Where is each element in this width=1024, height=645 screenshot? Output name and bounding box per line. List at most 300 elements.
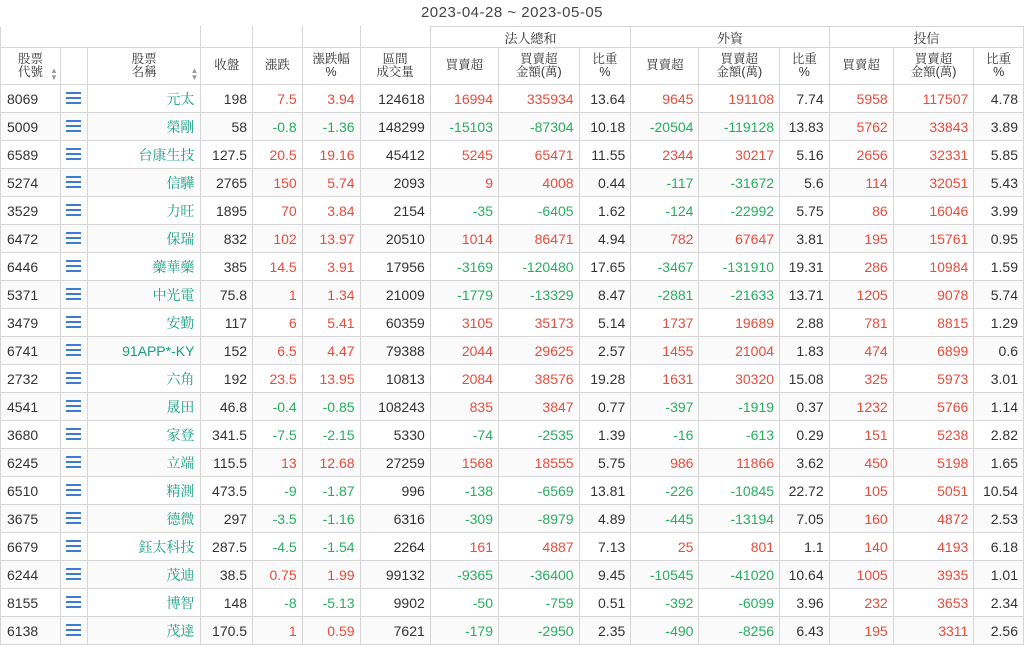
cell-inst-net: 2084 [430,365,498,393]
col-stock-name[interactable] [87,48,201,85]
cell-trust-amount: 8815 [893,309,974,337]
stock-list-icon-cell[interactable] [60,281,87,309]
cell-inst-pct: 5.75 [579,449,631,477]
table-row[interactable] [1,421,1024,449]
cell-foreign-amount: 801 [699,533,780,561]
cell-trust-net: 140 [829,533,893,561]
cell-trust-net: 450 [829,449,893,477]
cell-foreign-pct: 13.71 [780,281,830,309]
cell-inst-amount: -13329 [498,281,579,309]
cell-trust-pct: 10.54 [974,477,1024,505]
cell-foreign-net: -392 [631,589,699,617]
cell-trust-net: 325 [829,365,893,393]
list-icon[interactable] [66,344,81,356]
cell-foreign-net: -16 [631,421,699,449]
cell-volume: 79388 [360,337,430,365]
cell-inst-pct: 17.65 [579,253,631,281]
cell-foreign-net: -2881 [631,281,699,309]
cell-volume: 99132 [360,561,430,589]
cell-change: -3.5 [253,505,303,533]
stock-list-icon-cell[interactable] [60,197,87,225]
cell-change: 150 [253,169,303,197]
table-body [1,85,1024,645]
table-row[interactable] [1,85,1024,113]
cell-trust-net: 195 [829,617,893,645]
sort-arrows-icon[interactable]: ▲ ▼ [50,66,58,82]
stock-list-icon-cell[interactable] [60,85,87,113]
cell-inst-amount: -6569 [498,477,579,505]
cell-foreign-net: -117 [631,169,699,197]
cell-trust-net: 2656 [829,141,893,169]
cell-trust-pct: 1.29 [974,309,1024,337]
institutional-net-buy-table [0,26,1024,645]
cell-close: 148 [201,589,253,617]
cell-trust-pct: 5.74 [974,281,1024,309]
stock-list-icon-cell[interactable] [60,225,87,253]
cell-change-pct: -0.85 [302,393,360,421]
table-row[interactable] [1,281,1024,309]
cell-trust-amount: 5198 [893,449,974,477]
table-row[interactable] [1,449,1024,477]
cell-inst-amount: -2535 [498,421,579,449]
stock-list-icon-cell[interactable] [60,113,87,141]
cell-stock-code: 6446 [1,253,61,281]
cell-change-pct: 13.95 [302,365,360,393]
cell-foreign-pct: 10.64 [780,561,830,589]
cell-close: 38.5 [201,561,253,589]
cell-change-pct: -5.13 [302,589,360,617]
cell-foreign-amount: 19689 [699,309,780,337]
cell-volume: 996 [360,477,430,505]
cell-trust-amount: 33843 [893,113,974,141]
cell-inst-pct: 2.35 [579,617,631,645]
cell-foreign-pct: 7.05 [780,505,830,533]
cell-close: 58 [201,113,253,141]
cell-trust-pct: 1.59 [974,253,1024,281]
cell-foreign-amount: -119128 [699,113,780,141]
list-icon[interactable] [66,316,81,328]
cell-close: 115.5 [201,449,253,477]
cell-foreign-pct: 7.74 [780,85,830,113]
cell-inst-net: 1568 [430,449,498,477]
cell-inst-amount: 18555 [498,449,579,477]
cell-stock-code: 6679 [1,533,61,561]
cell-change: 0.75 [253,561,303,589]
cell-inst-pct: 8.47 [579,281,631,309]
cell-change-pct: 13.97 [302,225,360,253]
list-icon[interactable] [66,596,81,608]
cell-inst-amount: -87304 [498,113,579,141]
stock-list-icon-cell[interactable] [60,533,87,561]
cell-inst-amount: 29625 [498,337,579,365]
table-row[interactable] [1,337,1024,365]
cell-foreign-net: 1455 [631,337,699,365]
cell-foreign-amount: 11866 [699,449,780,477]
cell-trust-net: 781 [829,309,893,337]
group-blank-changepct [302,27,360,48]
cell-volume: 17956 [360,253,430,281]
cell-inst-net: -9365 [430,561,498,589]
cell-trust-amount: 6899 [893,337,974,365]
cell-trust-pct: 0.95 [974,225,1024,253]
cell-inst-net: 9 [430,169,498,197]
col-volume[interactable] [360,48,430,85]
cell-inst-amount: -6405 [498,197,579,225]
cell-inst-pct: 4.89 [579,505,631,533]
col-stock-code[interactable] [1,48,61,85]
stock-list-icon-cell[interactable] [60,365,87,393]
cell-trust-amount: 3653 [893,589,974,617]
cell-foreign-pct: 6.43 [780,617,830,645]
cell-trust-amount: 3935 [893,561,974,589]
cell-trust-net: 114 [829,169,893,197]
col-trust-amount[interactable] [893,48,974,85]
cell-inst-pct: 13.81 [579,477,631,505]
cell-change: 13 [253,449,303,477]
cell-inst-pct: 0.77 [579,393,631,421]
cell-inst-net: 2044 [430,337,498,365]
cell-close: 832 [201,225,253,253]
group-blank-volume [360,27,430,48]
cell-trust-net: 1205 [829,281,893,309]
cell-stock-code: 6589 [1,141,61,169]
cell-trust-net: 105 [829,477,893,505]
list-icon[interactable] [66,92,81,104]
cell-foreign-net: 986 [631,449,699,477]
cell-trust-pct: 1.14 [974,393,1024,421]
cell-foreign-pct: 2.88 [780,309,830,337]
cell-trust-amount: 15761 [893,225,974,253]
cell-stock-code: 3680 [1,421,61,449]
col-icon [60,48,87,85]
cell-volume: 148299 [360,113,430,141]
cell-inst-net: -309 [430,505,498,533]
cell-volume: 124618 [360,85,430,113]
cell-change: 6 [253,309,303,337]
col-foreign-pct-line1: 比重 [791,51,817,66]
cell-stock-code: 3675 [1,505,61,533]
cell-volume: 108243 [360,393,430,421]
table-row[interactable] [1,617,1024,645]
group-trust: 投信 [829,27,1023,48]
table-row[interactable] [1,253,1024,281]
cell-stock-name: 台康生技 [87,141,201,169]
cell-stock-code: 6510 [1,477,61,505]
cell-trust-pct: 2.53 [974,505,1024,533]
cell-volume: 60359 [360,309,430,337]
cell-inst-amount: 35173 [498,309,579,337]
cell-stock-code: 5371 [1,281,61,309]
cell-change-pct: -2.15 [302,421,360,449]
cell-change-pct: -1.36 [302,113,360,141]
cell-change-pct: -1.54 [302,533,360,561]
cell-trust-amount: 3311 [893,617,974,645]
cell-trust-amount: 5238 [893,421,974,449]
cell-trust-amount: 5973 [893,365,974,393]
cell-inst-amount: 86471 [498,225,579,253]
table-row[interactable] [1,533,1024,561]
cell-foreign-amount: -613 [699,421,780,449]
cell-close: 117 [201,309,253,337]
cell-stock-name: 六角 [87,365,201,393]
cell-change: 20.5 [253,141,303,169]
cell-close: 127.5 [201,141,253,169]
table-row[interactable] [1,225,1024,253]
table-row[interactable] [1,141,1024,169]
cell-inst-pct: 10.18 [579,113,631,141]
list-icon[interactable] [66,568,81,580]
stock-list-icon-cell[interactable] [60,477,87,505]
cell-volume: 20510 [360,225,430,253]
group-blank-1 [1,27,201,48]
cell-change: 1 [253,617,303,645]
cell-change: 7.5 [253,85,303,113]
stock-list-icon-cell[interactable] [60,505,87,533]
table-row[interactable] [1,393,1024,421]
col-foreign-amount[interactable] [699,48,780,85]
group-foreign: 外資 [631,27,829,48]
table-row[interactable] [1,113,1024,141]
cell-change-pct: -1.16 [302,505,360,533]
stock-list-icon-cell[interactable] [60,617,87,645]
cell-stock-code: 4541 [1,393,61,421]
cell-inst-amount: -2950 [498,617,579,645]
cell-stock-name: 博智 [87,589,201,617]
cell-foreign-net: 1631 [631,365,699,393]
cell-stock-name: 藥華藥 [87,253,201,281]
cell-trust-net: 1005 [829,561,893,589]
cell-inst-net: -179 [430,617,498,645]
stock-list-icon-cell[interactable] [60,169,87,197]
col-volume-line2: 成交量 [376,65,414,79]
table-row[interactable] [1,365,1024,393]
cell-foreign-pct: 3.96 [780,589,830,617]
cell-change-pct: 1.34 [302,281,360,309]
cell-stock-code: 6741 [1,337,61,365]
cell-volume: 7621 [360,617,430,645]
table-row[interactable] [1,561,1024,589]
cell-foreign-net: -3467 [631,253,699,281]
cell-inst-net: 835 [430,393,498,421]
cell-volume: 2093 [360,169,430,197]
cell-trust-amount: 32331 [893,141,974,169]
cell-trust-pct: 6.18 [974,533,1024,561]
list-icon[interactable] [66,456,81,468]
cell-change-pct: 3.91 [302,253,360,281]
cell-volume: 27259 [360,449,430,477]
cell-inst-amount: 4887 [498,533,579,561]
col-stock-code-line1: 股票 [17,51,43,66]
cell-change: -0.4 [253,393,303,421]
cell-change-pct: 19.16 [302,141,360,169]
cell-trust-pct: 2.82 [974,421,1024,449]
stock-list-icon-cell[interactable] [60,253,87,281]
cell-inst-pct: 4.94 [579,225,631,253]
cell-close: 192 [201,365,253,393]
cell-foreign-net: 1737 [631,309,699,337]
col-inst-amount[interactable] [498,48,579,85]
cell-change: -4.5 [253,533,303,561]
list-icon[interactable] [66,484,81,496]
table-row[interactable] [1,169,1024,197]
cell-foreign-pct: 22.72 [780,477,830,505]
col-foreign-net[interactable]: 買賣超 [631,48,699,85]
stock-list-icon-cell[interactable] [60,309,87,337]
stock-list-icon-cell[interactable] [60,421,87,449]
cell-close: 1895 [201,197,253,225]
cell-close: 75.8 [201,281,253,309]
stock-list-icon-cell[interactable] [60,393,87,421]
list-icon[interactable] [66,260,81,272]
col-foreign-amount-line1: 買賣超 [720,51,758,66]
stock-list-icon-cell[interactable] [60,337,87,365]
cell-foreign-amount: -1919 [699,393,780,421]
cell-foreign-net: 2344 [631,141,699,169]
cell-stock-code: 6472 [1,225,61,253]
cell-trust-net: 474 [829,337,893,365]
list-icon[interactable] [66,400,81,412]
cell-change-pct: 3.94 [302,85,360,113]
stock-list-icon-cell[interactable] [60,561,87,589]
list-icon[interactable] [66,288,81,300]
cell-change-pct: 5.74 [302,169,360,197]
col-change-pct-line1: 漲跌幅 [312,51,350,66]
cell-stock-name: 鈺太科技 [87,533,201,561]
col-close[interactable]: 收盤 [201,48,253,85]
cell-change: -7.5 [253,421,303,449]
cell-foreign-amount: -41020 [699,561,780,589]
list-icon[interactable] [66,372,81,384]
cell-trust-amount: 4193 [893,533,974,561]
cell-foreign-pct: 1.1 [780,533,830,561]
cell-inst-amount: 65471 [498,141,579,169]
cell-inst-net: -50 [430,589,498,617]
cell-trust-amount: 9078 [893,281,974,309]
table-row[interactable] [1,505,1024,533]
cell-foreign-amount: 21004 [699,337,780,365]
cell-close: 46.8 [201,393,253,421]
cell-stock-code: 5274 [1,169,61,197]
cell-trust-amount: 117507 [893,85,974,113]
group-header-row [1,27,1024,48]
cell-inst-pct: 0.51 [579,589,631,617]
cell-trust-pct: 5.85 [974,141,1024,169]
list-icon[interactable] [66,176,81,188]
cell-inst-net: 3105 [430,309,498,337]
cell-stock-name: 茂迪 [87,561,201,589]
col-change-pct[interactable] [302,48,360,85]
table-row[interactable] [1,477,1024,505]
cell-foreign-pct: 1.83 [780,337,830,365]
cell-trust-pct: 1.65 [974,449,1024,477]
list-icon[interactable] [66,232,81,244]
col-foreign-pct-line2: % [798,65,810,79]
table-row[interactable] [1,197,1024,225]
cell-inst-amount: 4008 [498,169,579,197]
cell-change-pct: 3.84 [302,197,360,225]
cell-foreign-pct: 3.81 [780,225,830,253]
col-change[interactable]: 漲跌 [253,48,303,85]
cell-change: 1 [253,281,303,309]
cell-change: -9 [253,477,303,505]
cell-close: 297 [201,505,253,533]
cell-stock-name: 保瑞 [87,225,201,253]
cell-stock-name: 91APP*-KY [87,337,201,365]
cell-inst-net: 1014 [430,225,498,253]
cell-close: 170.5 [201,617,253,645]
cell-trust-pct: 3.89 [974,113,1024,141]
list-icon[interactable] [66,204,81,216]
col-inst-net[interactable]: 買賣超 [430,48,498,85]
cell-volume: 2264 [360,533,430,561]
cell-change: -0.8 [253,113,303,141]
cell-foreign-net: 782 [631,225,699,253]
list-icon[interactable] [66,540,81,552]
cell-foreign-amount: -10845 [699,477,780,505]
cell-trust-amount: 32051 [893,169,974,197]
col-inst-pct-line2: % [599,65,611,79]
cell-foreign-amount: 191108 [699,85,780,113]
cell-foreign-amount: -131910 [699,253,780,281]
col-change-pct-line2: % [325,65,337,79]
cell-stock-name: 中光電 [87,281,201,309]
cell-inst-net: 5245 [430,141,498,169]
cell-change: 6.5 [253,337,303,365]
cell-close: 341.5 [201,421,253,449]
cell-inst-pct: 7.13 [579,533,631,561]
cell-trust-net: 86 [829,197,893,225]
table-row[interactable] [1,309,1024,337]
stock-list-icon-cell[interactable] [60,141,87,169]
cell-trust-pct: 2.34 [974,589,1024,617]
cell-foreign-pct: 5.6 [780,169,830,197]
col-inst-pct[interactable] [579,48,631,85]
col-foreign-pct[interactable] [780,48,830,85]
cell-inst-pct: 0.44 [579,169,631,197]
cell-inst-pct: 1.39 [579,421,631,449]
cell-stock-name: 晟田 [87,393,201,421]
list-icon[interactable] [66,512,81,524]
cell-change-pct: 5.41 [302,309,360,337]
cell-change-pct: 0.59 [302,617,360,645]
cell-inst-amount: -120480 [498,253,579,281]
cell-inst-amount: 38576 [498,365,579,393]
sort-arrows-icon[interactable]: ▲ ▼ [190,66,199,82]
col-trust-pct[interactable] [974,48,1024,85]
cell-trust-net: 232 [829,589,893,617]
col-inst-pct-line1: 比重 [592,51,618,66]
list-icon[interactable] [66,120,81,132]
cell-trust-net: 151 [829,421,893,449]
list-icon[interactable] [66,148,81,160]
cell-inst-net: -35 [430,197,498,225]
cell-volume: 9902 [360,589,430,617]
list-icon[interactable] [66,624,81,636]
stock-list-icon-cell[interactable] [60,449,87,477]
cell-change-pct: 12.68 [302,449,360,477]
cell-stock-name: 榮剛 [87,113,201,141]
cell-inst-pct: 11.55 [579,141,631,169]
cell-foreign-net: 9645 [631,85,699,113]
cell-foreign-net: -490 [631,617,699,645]
cell-close: 287.5 [201,533,253,561]
cell-trust-net: 5762 [829,113,893,141]
col-trust-pct-line2: % [993,65,1005,79]
list-icon[interactable] [66,428,81,440]
col-trust-net[interactable]: 買賣超 [829,48,893,85]
cell-foreign-amount: -13194 [699,505,780,533]
cell-inst-net: 161 [430,533,498,561]
